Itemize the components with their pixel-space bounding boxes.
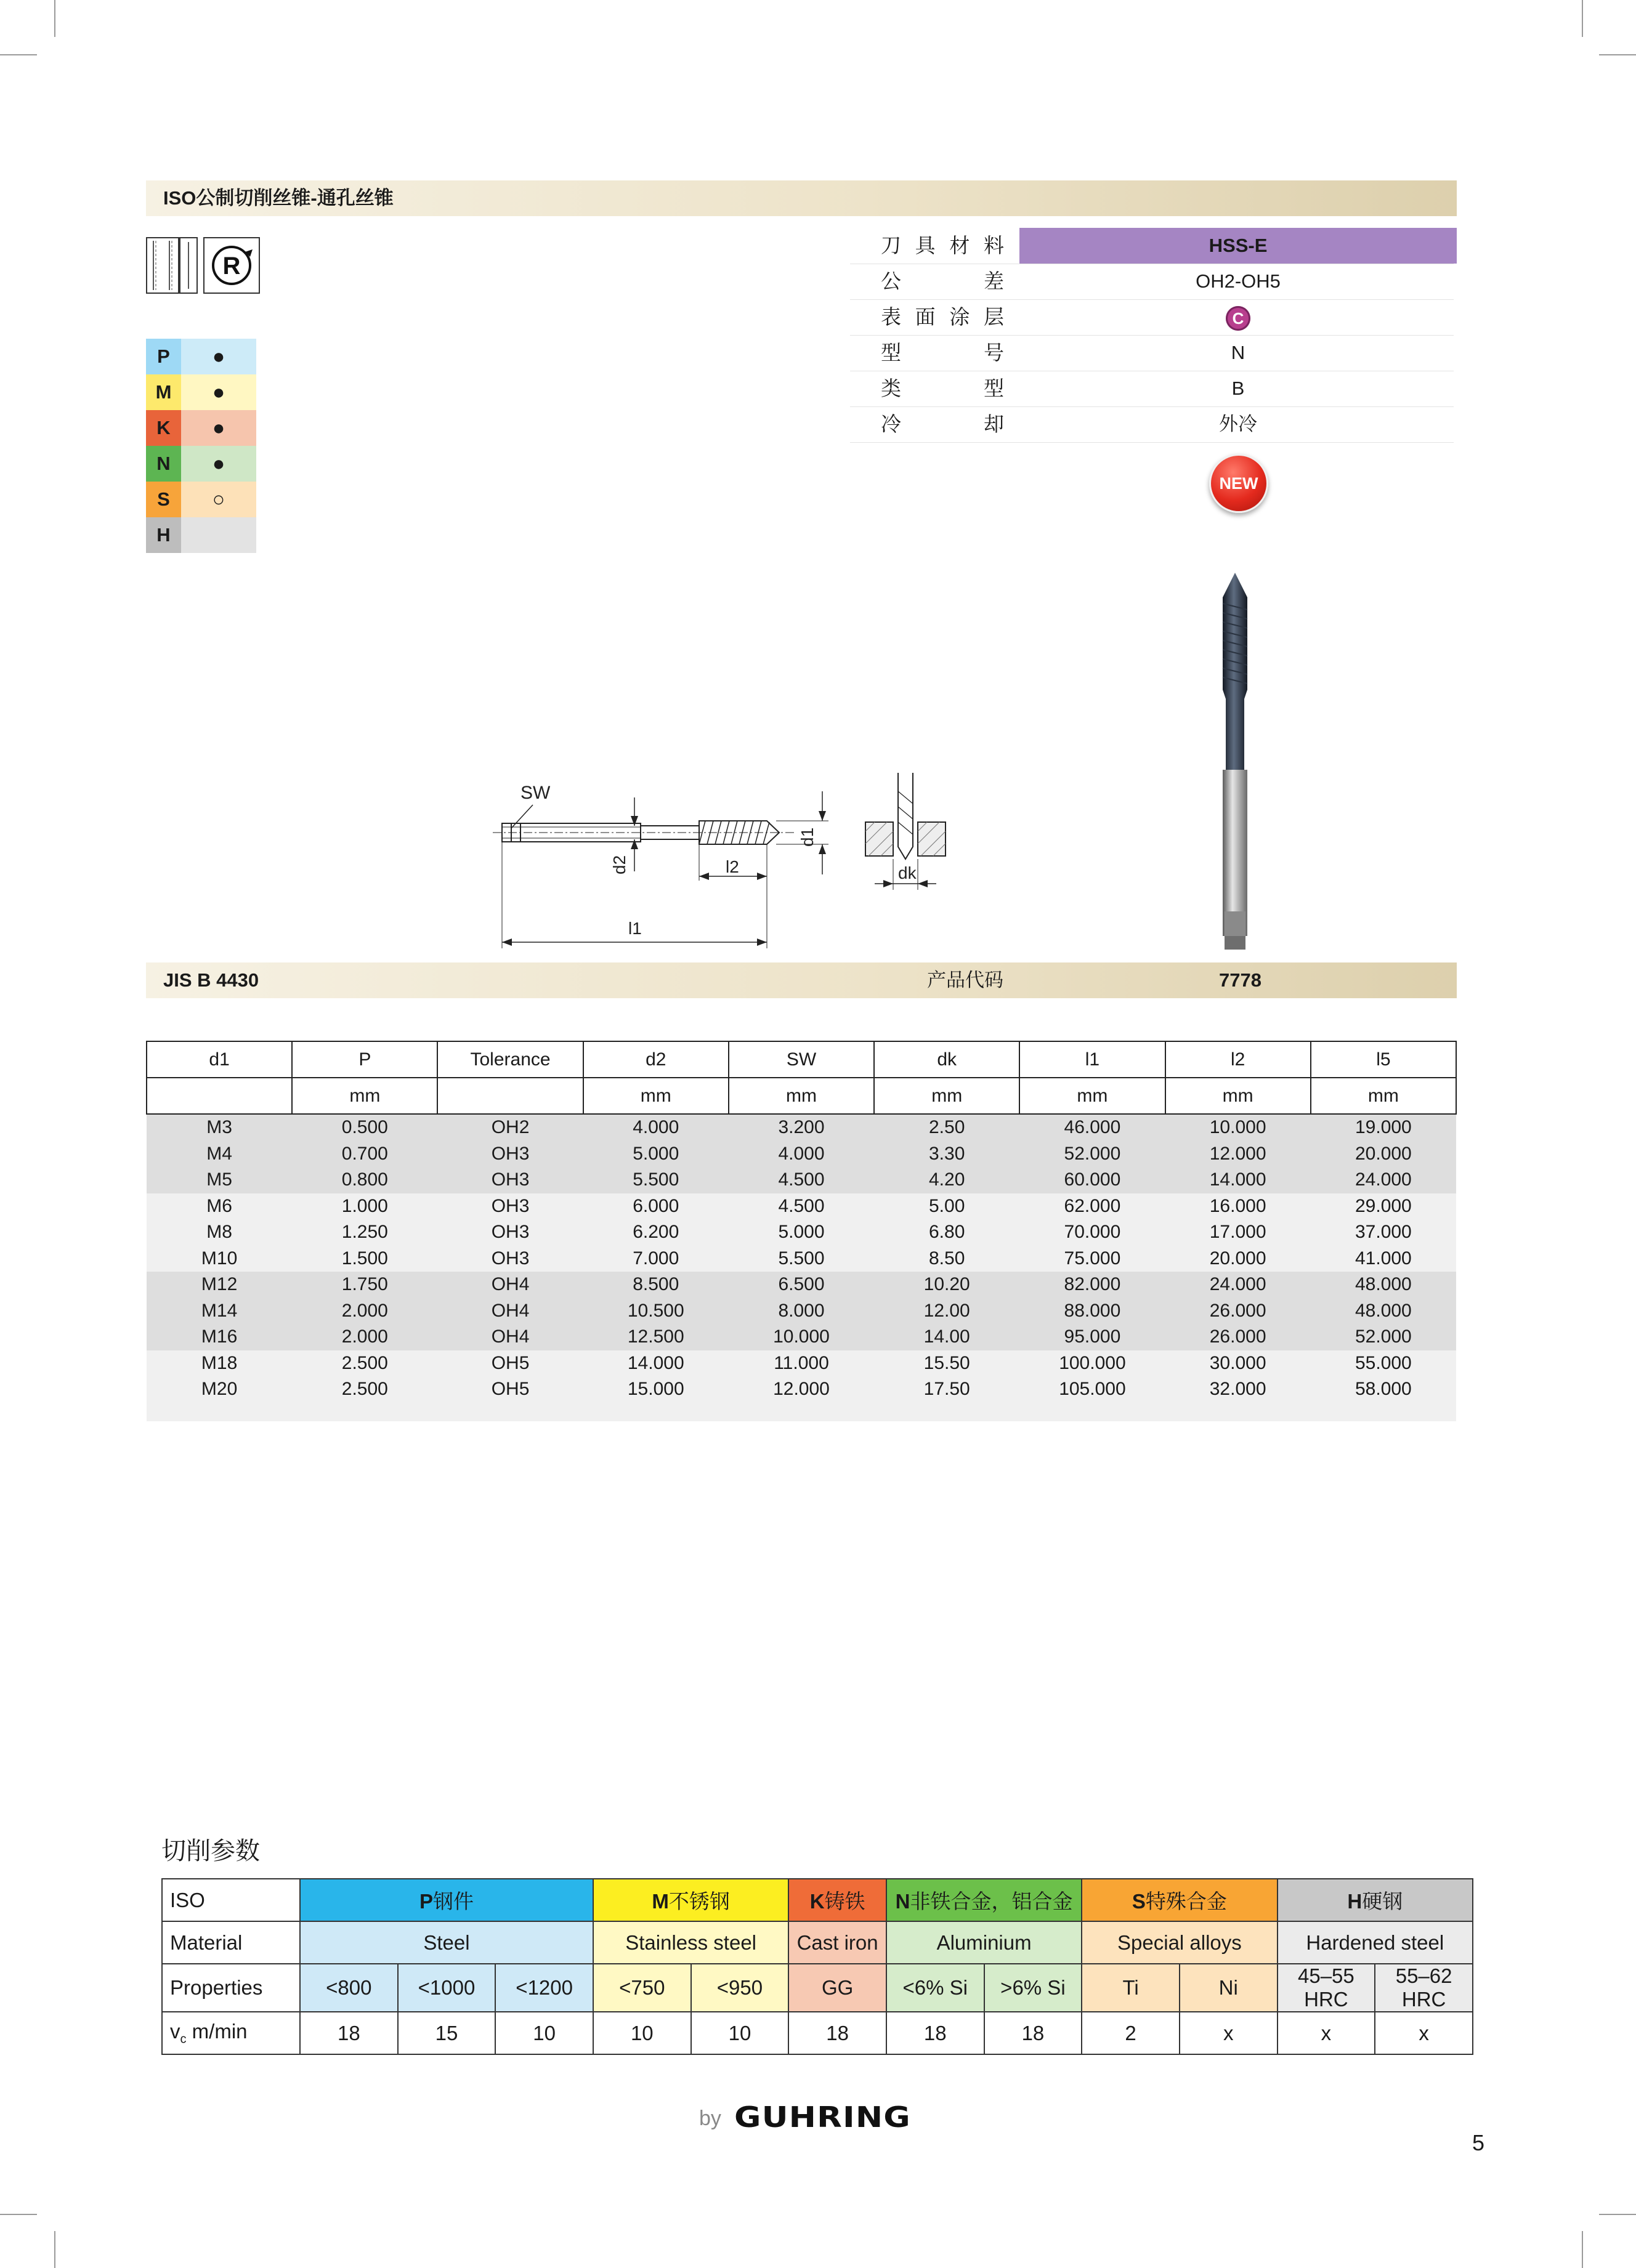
table-cell: 60.000: [1019, 1167, 1165, 1193]
spec-row-cooling: [850, 406, 1454, 443]
tap-profile-icon: [146, 237, 179, 294]
table-row: [147, 1167, 1456, 1193]
property-value: 55–62 HRC: [1375, 1964, 1473, 2012]
table-row: [147, 1193, 1456, 1220]
table-cell: 16.000: [1165, 1193, 1311, 1220]
footer-by: by: [699, 2107, 721, 2130]
vc-value: x: [1375, 2012, 1473, 2054]
column-unit: mm: [583, 1078, 729, 1114]
spec-label-char: 层: [983, 305, 1004, 328]
spec-label-char: 型: [984, 377, 1004, 400]
table-cell: 24.000: [1311, 1167, 1456, 1193]
iso-label: ISO: [162, 1879, 300, 1921]
table-cell: 6.500: [729, 1272, 874, 1298]
material-letter: H: [146, 517, 181, 553]
iso-group-name: 钢件: [432, 1890, 474, 1913]
cutting-vc-row: [162, 2012, 1473, 2054]
table-cell: 70.000: [1019, 1219, 1165, 1246]
product-code: 7778: [1219, 969, 1261, 991]
product-code-label: 产品代码: [927, 969, 1003, 991]
column-unit: [147, 1078, 292, 1114]
column-header: P: [292, 1041, 437, 1078]
table-cell: 55.000: [1311, 1350, 1456, 1377]
table-cell: 2.000: [292, 1298, 437, 1325]
spec-label-char: 表: [881, 305, 901, 328]
table-cell: M12: [147, 1272, 292, 1298]
column-header: l2: [1165, 1041, 1311, 1078]
table-cell: 52.000: [1019, 1141, 1165, 1168]
spec-label-char: 型: [881, 341, 901, 364]
spec-row-tolerance: [850, 264, 1454, 300]
iso-group-name: 硬钢: [1362, 1890, 1403, 1913]
table-cell: 8.000: [729, 1298, 874, 1325]
material-name: Steel: [300, 1921, 593, 1964]
table-cell: OH4: [437, 1272, 583, 1298]
table-cell: 48.000: [1311, 1298, 1456, 1325]
table-cell: 1.750: [292, 1272, 437, 1298]
table-cell: 1.500: [292, 1246, 437, 1272]
table-padding-cell: [147, 1403, 1456, 1421]
table-cell: 75.000: [1019, 1246, 1165, 1272]
spec-label: [881, 371, 1004, 406]
suitability-symbol: ○: [181, 482, 256, 517]
table-cell: M10: [147, 1246, 292, 1272]
vc-value: 18: [788, 2012, 886, 2054]
spec-label-char: 涂: [949, 305, 970, 328]
table-cell: 29.000: [1311, 1193, 1456, 1220]
table-cell: 6.200: [583, 1219, 729, 1246]
suitability-symbol: [181, 517, 256, 553]
crop-mark: [1582, 0, 1583, 37]
material-letter: P: [146, 339, 181, 374]
table-cell: 14.000: [583, 1350, 729, 1377]
table-cell: 24.000: [1165, 1272, 1311, 1298]
dk-label: dk: [898, 863, 917, 882]
table-cell: OH3: [437, 1246, 583, 1272]
dimensions-header-row: [147, 1041, 1456, 1078]
iso-group-header: [1278, 1879, 1473, 1921]
svg-text:R: R: [222, 252, 241, 280]
table-cell: OH2: [437, 1114, 583, 1141]
spec-value: OH2-OH5: [1196, 270, 1281, 292]
table-cell: 82.000: [1019, 1272, 1165, 1298]
suitability-symbol: ●: [181, 339, 256, 374]
d2-label: d2: [610, 855, 629, 874]
table-cell: 0.800: [292, 1167, 437, 1193]
table-cell: 3.200: [729, 1114, 874, 1141]
table-cell: M14: [147, 1298, 292, 1325]
property-value: Ni: [1180, 1964, 1278, 2012]
table-cell: 10.000: [729, 1324, 874, 1350]
spec-label-char: 冷: [881, 413, 901, 435]
table-cell: 62.000: [1019, 1193, 1165, 1220]
property-value: <750: [593, 1964, 691, 2012]
suitability-symbol: ●: [181, 410, 256, 446]
table-cell: 5.000: [729, 1219, 874, 1246]
coating-badge: C: [1226, 306, 1250, 331]
property-value: <6% Si: [886, 1964, 984, 2012]
table-cell: 0.500: [292, 1114, 437, 1141]
table-cell: 6.000: [583, 1193, 729, 1220]
table-cell: 7.000: [583, 1246, 729, 1272]
cutting-parameters-title: 切削参数: [161, 1838, 260, 1865]
spec-label: [881, 335, 1004, 371]
table-cell: 17.50: [874, 1376, 1019, 1403]
iso-group-header: [886, 1879, 1082, 1921]
material-name: Hardened steel: [1278, 1921, 1473, 1964]
dimensions-unit-row: [147, 1078, 1456, 1114]
spec-value: [1019, 299, 1457, 335]
table-cell: 4.000: [729, 1141, 874, 1168]
property-value: 45–55 HRC: [1278, 1964, 1375, 2012]
tap-photo: [1204, 567, 1266, 961]
standard-norm: JIS B 4430: [163, 969, 259, 991]
table-cell: 46.000: [1019, 1114, 1165, 1141]
cutting-properties-row: [162, 1964, 1473, 2012]
crop-mark: [0, 54, 37, 55]
brand-logo: GUHRING: [734, 2101, 911, 2134]
crop-mark: [1582, 2231, 1583, 2268]
column-header: l5: [1311, 1041, 1456, 1078]
crop-mark: [0, 2214, 37, 2215]
vc-symbol: v: [170, 2019, 180, 2043]
properties-label: Properties: [162, 1964, 300, 2012]
table-row: [147, 1114, 1456, 1141]
cutting-material-row: [162, 1921, 1473, 1964]
material-row-k: [146, 410, 256, 446]
material-label: Material: [162, 1921, 300, 1964]
spec-label: [881, 228, 1004, 264]
table-cell: M8: [147, 1219, 292, 1246]
crop-mark: [1599, 54, 1636, 55]
iso-group-letter: P: [419, 1890, 433, 1913]
iso-group-letter: H: [1347, 1890, 1363, 1913]
vc-value: 15: [398, 2012, 496, 2054]
iso-group-header: [300, 1879, 593, 1921]
property-value: <1000: [398, 1964, 496, 2012]
table-cell: M20: [147, 1376, 292, 1403]
spec-label-char: 差: [984, 270, 1004, 293]
property-value: GG: [788, 1964, 886, 2012]
table-cell: M4: [147, 1141, 292, 1168]
vc-value: 18: [886, 2012, 984, 2054]
table-cell: OH5: [437, 1376, 583, 1403]
column-unit: mm: [729, 1078, 874, 1114]
cutting-iso-row: [162, 1879, 1473, 1921]
table-cell: 2.50: [874, 1114, 1019, 1141]
spec-label-char: 却: [984, 413, 1004, 435]
vc-value: 10: [495, 2012, 593, 2054]
table-cell: 100.000: [1019, 1350, 1165, 1377]
spec-label-char: 具: [915, 234, 936, 257]
property-value: <950: [691, 1964, 789, 2012]
table-cell: 11.000: [729, 1350, 874, 1377]
spec-row-tool-material: [850, 228, 1454, 264]
right-hand-thread-icon: [203, 237, 260, 294]
spec-row-coating: [850, 299, 1454, 336]
table-cell: 19.000: [1311, 1114, 1456, 1141]
spec-label: [881, 299, 1004, 335]
iso-group-name: 不锈钢: [668, 1890, 730, 1913]
spec-label-char: 号: [984, 341, 1004, 364]
table-row: [147, 1219, 1456, 1246]
material-letter: M: [146, 374, 181, 410]
d1-label: d1: [798, 827, 817, 847]
table-cell: 20.000: [1311, 1141, 1456, 1168]
iso-group-header: [593, 1879, 788, 1921]
iso-group-header: [1082, 1879, 1277, 1921]
table-cell: 32.000: [1165, 1376, 1311, 1403]
table-row: [147, 1376, 1456, 1403]
l1-label: l1: [628, 919, 642, 938]
spec-label-char: 材: [949, 234, 970, 257]
table-cell: M5: [147, 1167, 292, 1193]
material-row-m: [146, 374, 256, 410]
column-unit: mm: [1165, 1078, 1311, 1114]
material-name: Aluminium: [886, 1921, 1082, 1964]
iso-group-name: 非铁合金，铝合金: [910, 1890, 1073, 1913]
table-cell: 26.000: [1165, 1324, 1311, 1350]
table-cell: 95.000: [1019, 1324, 1165, 1350]
table-cell: 12.000: [729, 1376, 874, 1403]
suitability-symbol: ●: [181, 446, 256, 482]
table-cell: OH3: [437, 1219, 583, 1246]
page-title: ISO公制切削丝锥-通孔丝锥: [163, 187, 394, 209]
material-row-h: [146, 517, 256, 553]
vc-unit: m/min: [186, 2019, 248, 2043]
table-cell: M6: [147, 1193, 292, 1220]
material-name: Stainless steel: [593, 1921, 788, 1964]
vc-value: 18: [300, 2012, 398, 2054]
spec-label-char: 类: [881, 377, 901, 400]
table-cell: OH3: [437, 1167, 583, 1193]
spec-label-char: 刀: [881, 234, 901, 257]
title-bar: [146, 180, 1457, 216]
table-cell: 52.000: [1311, 1324, 1456, 1350]
table-cell: 41.000: [1311, 1246, 1456, 1272]
column-unit: mm: [1019, 1078, 1165, 1114]
table-padding-row: [147, 1403, 1456, 1421]
new-badge-label: NEW: [1219, 474, 1258, 493]
table-cell: 1.250: [292, 1219, 437, 1246]
column-unit: [437, 1078, 583, 1114]
table-cell: 2.500: [292, 1376, 437, 1403]
spec-row-type: [850, 371, 1454, 407]
iso-group-header: [788, 1879, 886, 1921]
table-cell: OH5: [437, 1350, 583, 1377]
table-row: [147, 1246, 1456, 1272]
table-cell: 8.50: [874, 1246, 1019, 1272]
property-value: Ti: [1082, 1964, 1180, 2012]
column-unit: mm: [874, 1078, 1019, 1114]
column-unit: mm: [1311, 1078, 1456, 1114]
crop-mark: [1599, 2214, 1636, 2215]
table-cell: 2.500: [292, 1350, 437, 1377]
iso-group-name: 特殊合金: [1145, 1890, 1227, 1913]
table-cell: 17.000: [1165, 1219, 1311, 1246]
table-cell: 12.00: [874, 1298, 1019, 1325]
table-cell: 4.20: [874, 1167, 1019, 1193]
material-row-n: [146, 446, 256, 482]
table-cell: M16: [147, 1324, 292, 1350]
column-header: Tolerance: [437, 1041, 583, 1078]
table-cell: M3: [147, 1114, 292, 1141]
table-cell: 5.500: [729, 1246, 874, 1272]
table-cell: 12.000: [1165, 1141, 1311, 1168]
spec-label-char: 料: [983, 234, 1004, 257]
spec-label: [881, 264, 1004, 299]
table-cell: OH4: [437, 1324, 583, 1350]
material-name: Cast iron: [788, 1921, 886, 1964]
table-cell: 10.000: [1165, 1114, 1311, 1141]
new-badge: [1209, 454, 1268, 513]
product-code-bar: [146, 962, 1457, 998]
spec-value: HSS-E: [1019, 228, 1457, 264]
page-number: 5: [1472, 2130, 1485, 2155]
spec-value: 外冷: [1219, 413, 1257, 435]
sw-label: SW: [520, 783, 551, 803]
iso-group-letter: M: [652, 1890, 669, 1913]
column-header: d1: [147, 1041, 292, 1078]
property-value: <800: [300, 1964, 398, 2012]
tap-technical-drawing: [487, 773, 967, 964]
material-letter: N: [146, 446, 181, 482]
spec-row-model: [850, 335, 1454, 371]
cutting-parameters-table: [161, 1878, 1473, 2055]
spec-label-char: 公: [881, 270, 901, 293]
table-cell: 37.000: [1311, 1219, 1456, 1246]
table-cell: 58.000: [1311, 1376, 1456, 1403]
vc-value: 10: [593, 2012, 691, 2054]
column-unit: mm: [292, 1078, 437, 1114]
table-cell: 1.000: [292, 1193, 437, 1220]
vc-subscript: c: [180, 2032, 187, 2046]
vc-value: 18: [984, 2012, 1082, 2054]
table-row: [147, 1298, 1456, 1325]
property-value: >6% Si: [984, 1964, 1082, 2012]
table-cell: 0.700: [292, 1141, 437, 1168]
table-row: [147, 1272, 1456, 1298]
table-cell: 15.000: [583, 1376, 729, 1403]
vc-value: 10: [691, 2012, 789, 2054]
table-cell: 15.50: [874, 1350, 1019, 1377]
table-cell: OH3: [437, 1193, 583, 1220]
column-header: l1: [1019, 1041, 1165, 1078]
table-cell: 48.000: [1311, 1272, 1456, 1298]
material-row-p: [146, 339, 256, 374]
table-cell: 26.000: [1165, 1298, 1311, 1325]
l2-label: l2: [726, 857, 739, 876]
material-row-s: [146, 482, 256, 517]
crop-mark: [54, 2231, 55, 2268]
column-header: dk: [874, 1041, 1019, 1078]
vc-value: x: [1278, 2012, 1375, 2054]
table-cell: 3.30: [874, 1141, 1019, 1168]
table-cell: 2.000: [292, 1324, 437, 1350]
material-letter: S: [146, 482, 181, 517]
table-cell: 20.000: [1165, 1246, 1311, 1272]
table-cell: 5.00: [874, 1193, 1019, 1220]
iso-group-letter: N: [895, 1890, 910, 1913]
iso-group-letter: S: [1132, 1890, 1146, 1913]
spec-value: N: [1231, 342, 1245, 363]
material-name: Special alloys: [1082, 1921, 1277, 1964]
column-header: d2: [583, 1041, 729, 1078]
spec-label: [881, 406, 1004, 442]
table-cell: 88.000: [1019, 1298, 1165, 1325]
table-cell: 4.500: [729, 1167, 874, 1193]
table-cell: M18: [147, 1350, 292, 1377]
table-cell: 4.500: [729, 1193, 874, 1220]
table-cell: OH3: [437, 1141, 583, 1168]
iso-group-letter: K: [809, 1890, 825, 1913]
table-cell: 10.20: [874, 1272, 1019, 1298]
table-row: [147, 1324, 1456, 1350]
table-cell: 30.000: [1165, 1350, 1311, 1377]
table-cell: 6.80: [874, 1219, 1019, 1246]
vc-value: x: [1180, 2012, 1278, 2054]
shank-icon: [179, 237, 198, 294]
spec-label-char: 面: [915, 305, 936, 328]
table-cell: 8.500: [583, 1272, 729, 1298]
table-cell: 5.500: [583, 1167, 729, 1193]
material-letter: K: [146, 410, 181, 446]
dimensions-table: [146, 1041, 1457, 1421]
vc-label: [162, 2012, 300, 2054]
table-cell: 14.000: [1165, 1167, 1311, 1193]
crop-mark: [54, 0, 55, 37]
table-cell: 4.000: [583, 1114, 729, 1141]
table-cell: 5.000: [583, 1141, 729, 1168]
table-row: [147, 1141, 1456, 1168]
column-header: SW: [729, 1041, 874, 1078]
suitability-symbol: ●: [181, 374, 256, 410]
table-row: [147, 1350, 1456, 1377]
table-cell: 12.500: [583, 1324, 729, 1350]
table-cell: 10.500: [583, 1298, 729, 1325]
table-cell: OH4: [437, 1298, 583, 1325]
spec-value: B: [1231, 377, 1245, 399]
property-value: <1200: [495, 1964, 593, 2012]
vc-value: 2: [1082, 2012, 1180, 2054]
table-cell: 105.000: [1019, 1376, 1165, 1403]
iso-group-name: 铸铁: [824, 1890, 865, 1913]
table-cell: 14.00: [874, 1324, 1019, 1350]
